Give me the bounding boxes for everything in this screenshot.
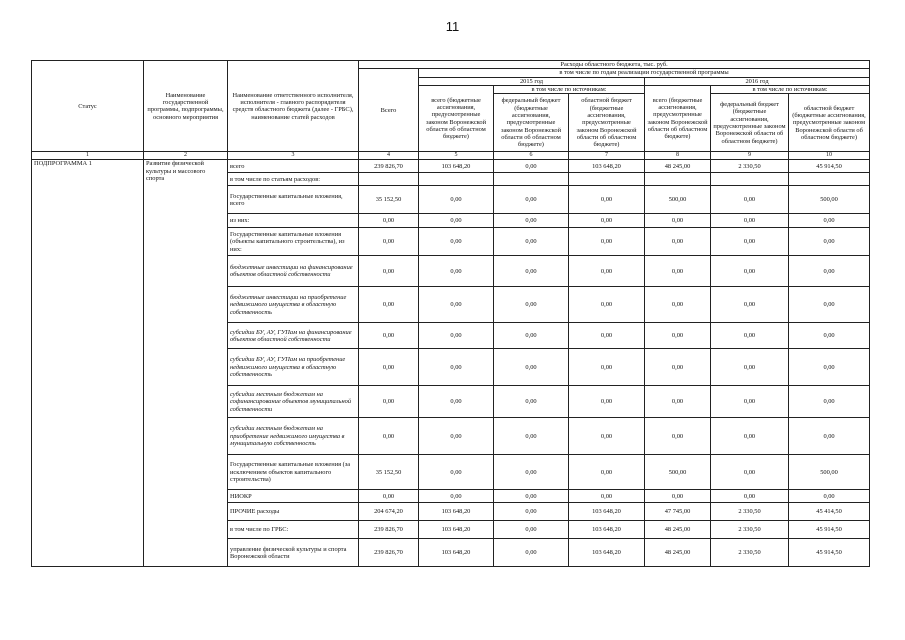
value-cell bbox=[711, 173, 789, 186]
value-cell: 2 330,50 bbox=[711, 521, 789, 539]
value-cell: 0,00 bbox=[494, 186, 569, 214]
value-cell: 0,00 bbox=[569, 287, 645, 323]
value-cell: 0,00 bbox=[645, 418, 711, 455]
header-executor: Наименование ответственного исполнителя, исполнителя - главного распорядителя средств областного бюджета (далее - ГРБС), наименование статей расходов bbox=[228, 61, 359, 152]
value-cell: 0,00 bbox=[494, 349, 569, 386]
value-cell: 239 826,70 bbox=[359, 539, 419, 567]
value-cell bbox=[419, 173, 494, 186]
value-cell: 500,00 bbox=[789, 455, 870, 490]
expense-item-label: управление физической культуры и спорта Воронежской области bbox=[228, 539, 359, 567]
expense-item-label: всего bbox=[228, 160, 359, 173]
value-cell: 0,00 bbox=[711, 256, 789, 287]
header-2016-regional: областной бюджет (бюджетные ассигнования, предусмотренные законом Воронежской области об областном бюджете) bbox=[789, 94, 870, 152]
value-cell: 0,00 bbox=[645, 287, 711, 323]
value-cell: 0,00 bbox=[789, 386, 870, 418]
value-cell: 500,00 bbox=[645, 455, 711, 490]
value-cell: 0,00 bbox=[789, 323, 870, 349]
table-body bbox=[32, 160, 870, 567]
value-cell: 0,00 bbox=[419, 256, 494, 287]
column-number: 3 bbox=[228, 152, 359, 160]
value-cell: 0,00 bbox=[645, 349, 711, 386]
value-cell: 103 648,20 bbox=[419, 160, 494, 173]
header-by-years: в том числе по годам реализации государственной программы bbox=[419, 69, 870, 77]
value-cell: 103 648,20 bbox=[419, 539, 494, 567]
column-number: 8 bbox=[645, 152, 711, 160]
value-cell: 0,00 bbox=[419, 186, 494, 214]
value-cell: 0,00 bbox=[711, 490, 789, 503]
value-cell: 0,00 bbox=[645, 323, 711, 349]
value-cell: 0,00 bbox=[359, 349, 419, 386]
value-cell: 0,00 bbox=[419, 228, 494, 256]
value-cell: 0,00 bbox=[569, 323, 645, 349]
value-cell: 0,00 bbox=[645, 214, 711, 228]
value-cell: 0,00 bbox=[789, 256, 870, 287]
value-cell: 0,00 bbox=[419, 287, 494, 323]
value-cell: 0,00 bbox=[419, 418, 494, 455]
value-cell: 0,00 bbox=[419, 349, 494, 386]
value-cell: 0,00 bbox=[494, 214, 569, 228]
value-cell: 0,00 bbox=[645, 490, 711, 503]
value-cell: 0,00 bbox=[359, 228, 419, 256]
value-cell: 0,00 bbox=[359, 256, 419, 287]
value-cell: 239 826,70 bbox=[359, 521, 419, 539]
value-cell: 0,00 bbox=[569, 256, 645, 287]
expense-item-label: из них: bbox=[228, 214, 359, 228]
value-cell: 0,00 bbox=[789, 287, 870, 323]
expense-item-label: Государственные капитальные вложения (объекты капитального строительства), из них: bbox=[228, 228, 359, 256]
value-cell: 0,00 bbox=[711, 214, 789, 228]
value-cell: 0,00 bbox=[494, 503, 569, 521]
value-cell: 45 914,50 bbox=[789, 521, 870, 539]
value-cell: 0,00 bbox=[494, 539, 569, 567]
value-cell: 0,00 bbox=[494, 490, 569, 503]
value-cell: 0,00 bbox=[569, 418, 645, 455]
value-cell: 0,00 bbox=[711, 455, 789, 490]
value-cell: 0,00 bbox=[569, 214, 645, 228]
value-cell: 48 245,00 bbox=[645, 160, 711, 173]
expense-item-label: НИОКР bbox=[228, 490, 359, 503]
header-program-name: Наименование государственной программы, подпрограммы, основного мероприятия bbox=[144, 61, 228, 152]
value-cell: 0,00 bbox=[494, 256, 569, 287]
expense-item-label: субсидии БУ, АУ, ГУПам на финансирование объектов областной собственности bbox=[228, 323, 359, 349]
value-cell: 45 914,50 bbox=[789, 160, 870, 173]
value-cell: 0,00 bbox=[569, 186, 645, 214]
table-row bbox=[32, 160, 870, 173]
value-cell: 0,00 bbox=[494, 228, 569, 256]
expense-item-label: в том числе по ГРБС: bbox=[228, 521, 359, 539]
value-cell: 0,00 bbox=[711, 349, 789, 386]
value-cell: 0,00 bbox=[711, 386, 789, 418]
program-name-cell: Развитие физической культуры и массового спорта bbox=[144, 160, 228, 567]
value-cell: 0,00 bbox=[789, 228, 870, 256]
value-cell: 103 648,20 bbox=[569, 503, 645, 521]
value-cell: 0,00 bbox=[494, 287, 569, 323]
value-cell: 0,00 bbox=[359, 386, 419, 418]
expense-item-label: бюджетные инвестиции на приобретение недвижимого имущества в областную собственность bbox=[228, 287, 359, 323]
expense-item-label: ПРОЧИЕ расходы bbox=[228, 503, 359, 521]
column-number-row bbox=[32, 152, 870, 160]
value-cell: 204 674,20 bbox=[359, 503, 419, 521]
value-cell: 500,00 bbox=[789, 186, 870, 214]
value-cell: 0,00 bbox=[494, 418, 569, 455]
value-cell: 0,00 bbox=[359, 214, 419, 228]
header-2015-regional: областной бюджет (бюджетные ассигнования, предусмотренные законом Воронежской области об областном бюджете) bbox=[569, 94, 645, 152]
column-number: 10 bbox=[789, 152, 870, 160]
expense-item-label: субсидии местным бюджетам на приобретение недвижимого имущества в муниципальную собственность bbox=[228, 418, 359, 455]
value-cell: 0,00 bbox=[494, 455, 569, 490]
expense-item-label: Государственные капитальные вложения, всего bbox=[228, 186, 359, 214]
value-cell: 0,00 bbox=[494, 160, 569, 173]
header-total: Всего bbox=[359, 69, 419, 152]
expense-item-label: субсидии местным бюджетам на софинансирование объектов муниципальной собственности bbox=[228, 386, 359, 418]
value-cell: 103 648,20 bbox=[569, 521, 645, 539]
column-number: 4 bbox=[359, 152, 419, 160]
value-cell bbox=[645, 173, 711, 186]
value-cell: 35 152,50 bbox=[359, 455, 419, 490]
column-number: 9 bbox=[711, 152, 789, 160]
value-cell: 0,00 bbox=[359, 490, 419, 503]
header-2016-federal: федеральный бюджет (бюджетные ассигнования, предусмотренные законом Воронежской области об областном бюджете) bbox=[711, 94, 789, 152]
value-cell: 0,00 bbox=[711, 186, 789, 214]
value-cell: 0,00 bbox=[789, 418, 870, 455]
value-cell: 45 914,50 bbox=[789, 539, 870, 567]
value-cell: 0,00 bbox=[645, 256, 711, 287]
value-cell: 0,00 bbox=[419, 490, 494, 503]
value-cell bbox=[789, 173, 870, 186]
value-cell: 103 648,20 bbox=[419, 521, 494, 539]
value-cell: 0,00 bbox=[494, 386, 569, 418]
value-cell: 2 330,50 bbox=[711, 503, 789, 521]
value-cell: 0,00 bbox=[789, 349, 870, 386]
value-cell: 0,00 bbox=[789, 490, 870, 503]
expense-item-label: в том числе по статьям расходов: bbox=[228, 173, 359, 186]
value-cell: 0,00 bbox=[569, 386, 645, 418]
value-cell: 0,00 bbox=[419, 214, 494, 228]
value-cell: 0,00 bbox=[569, 349, 645, 386]
status-cell: ПОДПРОГРАММА 1 bbox=[32, 160, 144, 567]
value-cell: 0,00 bbox=[494, 323, 569, 349]
column-number: 1 bbox=[32, 152, 144, 160]
header-status: Статус bbox=[32, 61, 144, 152]
value-cell: 0,00 bbox=[789, 214, 870, 228]
value-cell: 0,00 bbox=[419, 323, 494, 349]
value-cell: 0,00 bbox=[359, 323, 419, 349]
value-cell: 0,00 bbox=[645, 386, 711, 418]
header-year-2015: 2015 год bbox=[419, 77, 645, 85]
value-cell: 103 648,20 bbox=[569, 160, 645, 173]
value-cell: 103 648,20 bbox=[569, 539, 645, 567]
value-cell: 0,00 bbox=[711, 418, 789, 455]
value-cell: 0,00 bbox=[419, 386, 494, 418]
value-cell: 48 245,00 bbox=[645, 539, 711, 567]
value-cell bbox=[359, 173, 419, 186]
expense-item-label: бюджетные инвестиции на финансирование объектов областной собственности bbox=[228, 256, 359, 287]
header-year-2016: 2016 год bbox=[645, 77, 870, 85]
page-number: 11 bbox=[445, 19, 460, 34]
value-cell: 500,00 bbox=[645, 186, 711, 214]
header-2016-total: всего (бюджетные ассигнования, предусмотренные законом Воронежской области об областном бюджете) bbox=[645, 86, 711, 152]
value-cell: 45 414,50 bbox=[789, 503, 870, 521]
value-cell: 0,00 bbox=[645, 228, 711, 256]
value-cell bbox=[494, 173, 569, 186]
value-cell: 35 152,50 bbox=[359, 186, 419, 214]
value-cell: 103 648,20 bbox=[419, 503, 494, 521]
value-cell: 0,00 bbox=[569, 455, 645, 490]
value-cell: 239 826,70 bbox=[359, 160, 419, 173]
expense-item-label: субсидии БУ, АУ, ГУПам на приобретение недвижимого имущества в областную собственность bbox=[228, 349, 359, 386]
value-cell: 0,00 bbox=[569, 228, 645, 256]
header-expenses: Расходы областного бюджета, тыс. руб. bbox=[359, 61, 870, 69]
header-2015-total: всего (бюджетные ассигнования, предусмотренные законом Воронежской области об областном бюджете) bbox=[419, 86, 494, 152]
value-cell: 0,00 bbox=[711, 287, 789, 323]
value-cell: 2 330,50 bbox=[711, 160, 789, 173]
value-cell: 0,00 bbox=[419, 455, 494, 490]
value-cell bbox=[569, 173, 645, 186]
header-2015-by-sources: в том числе по источникам: bbox=[494, 86, 645, 94]
value-cell: 0,00 bbox=[359, 418, 419, 455]
value-cell: 0,00 bbox=[711, 323, 789, 349]
value-cell: 48 245,00 bbox=[645, 521, 711, 539]
column-number: 2 bbox=[144, 152, 228, 160]
column-number: 6 bbox=[494, 152, 569, 160]
value-cell: 2 330,50 bbox=[711, 539, 789, 567]
column-number: 5 bbox=[419, 152, 494, 160]
value-cell: 0,00 bbox=[569, 490, 645, 503]
header-2016-by-sources: в том числе по источникам: bbox=[711, 86, 870, 94]
header-2015-federal: федеральный бюджет (бюджетные ассигнования, предусмотренные законом Воронежской области об областном бюджете) bbox=[494, 94, 569, 152]
expense-item-label: Государственные капитальные вложения (за исключением объектов капитального строительства) bbox=[228, 455, 359, 490]
value-cell: 47 745,00 bbox=[645, 503, 711, 521]
value-cell: 0,00 bbox=[711, 228, 789, 256]
column-number: 7 bbox=[569, 152, 645, 160]
value-cell: 0,00 bbox=[359, 287, 419, 323]
budget-table bbox=[31, 60, 870, 567]
value-cell: 0,00 bbox=[494, 521, 569, 539]
